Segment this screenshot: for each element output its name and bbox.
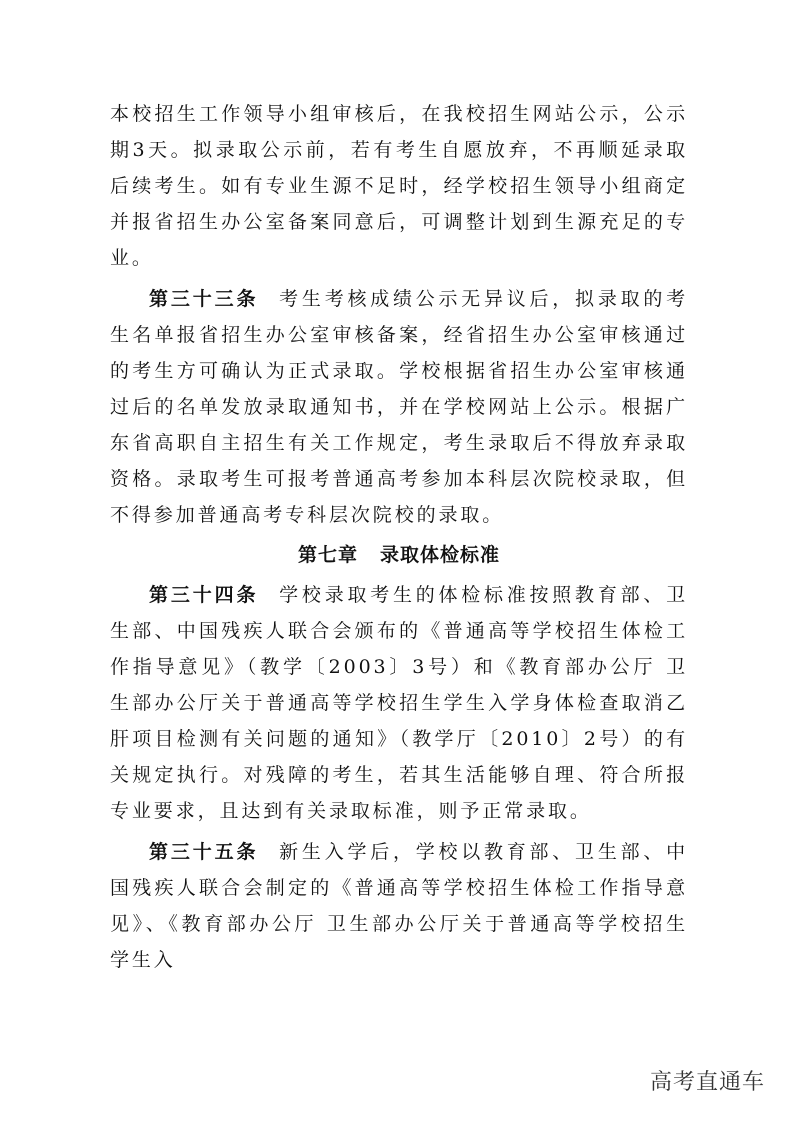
article-body: 新生入学后，学校以教育部、卫生部、中国残疾人联合会制定的《普通高等学校招生体检工作指导意见》、《教育部办公厅 卫生部办公厅关于普通高等学校招生学生入	[110, 841, 688, 971]
chapter-heading	[110, 537, 688, 573]
chapter-title: 录取体检标准	[380, 544, 501, 566]
paragraph-article-34	[110, 577, 688, 829]
chapter-number: 第七章	[297, 544, 358, 566]
article-heading: 第三十四条	[149, 584, 259, 606]
article-heading: 第三十三条	[149, 288, 259, 310]
paragraph-article-33	[110, 281, 688, 533]
watermark-text: 高考直通车	[649, 1070, 765, 1095]
paragraph-article-35	[110, 834, 688, 978]
paragraph-continuation: 本校招生工作领导小组审核后，在我校招生网站公示，公示期3天。拟录取公示前，若有考生自愿放弃，不再顺延录取后续考生。如有专业生源不足时，经学校招生领导小组商定并报省招生办公室备案同意后，可调整计划到生源充足的专业。	[110, 103, 688, 269]
article-heading: 第三十五条	[149, 841, 259, 863]
article-body: 学校录取考生的体检标准按照教育部、卫生部、中国残疾人联合会颁布的《普通高等学校招生体检工作指导意见》（教学〔2003〕3号）和《教育部办公厅 卫生部办公厅关于普通高等学校招生学生入学身体检查取消乙肝项目检测有关问题的通知》（教学厅〔2010〕2号）的有关规定执行。对残障的考生，若其生活能够自理、符合所报专业要求，且达到有关录取标准，则予正常录取。	[110, 584, 688, 822]
article-body: 考生考核成绩公示无异议后，拟录取的考生名单报省招生办公室审核备案，经省招生办公室审核通过的考生方可确认为正式录取。学校根据省招生办公室审核通过后的名单发放录取通知书，并在学校网站上公示。根据广东省高职自主招生有关工作规定，考生录取后不得放弃录取资格。录取考生可报考普通高考参加本科层次院校录取，但不得参加普通高考专科层次院校的录取。	[110, 288, 688, 526]
document-page	[110, 96, 688, 978]
